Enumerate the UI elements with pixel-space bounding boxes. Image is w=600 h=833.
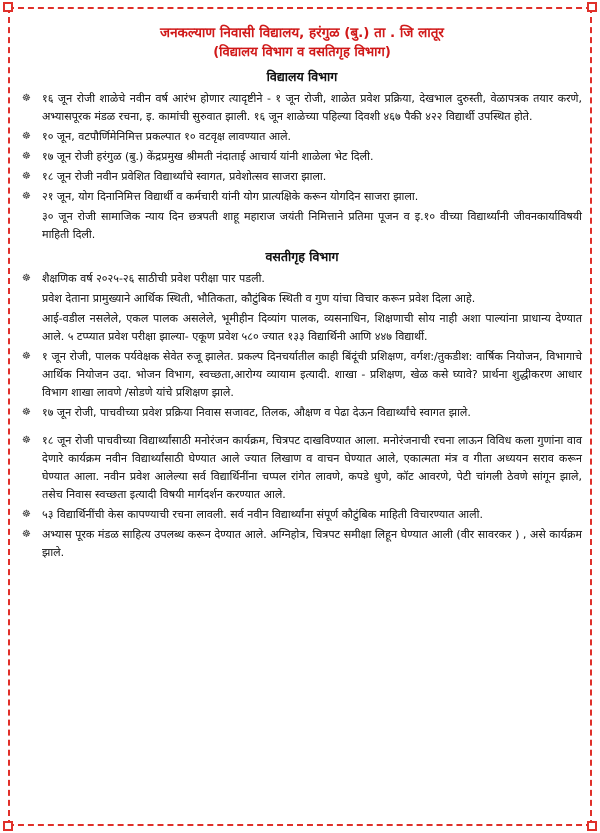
corner-ornament [587,2,597,12]
list-item [22,208,582,244]
list-item [22,148,582,166]
list-item-text: १८ जून रोजी पाचवीच्या विद्यार्थ्यांसाठी मनोरंजन कार्यक्रम, चित्रपट दाखविण्यात आला. मनोरंजनाची रचना लाऊन विविध कला गुणांना वाव देणारे कार्यक्रम नवीन विद्यार्थ्यांसाठी घेण्यात आले ज्यात लिखाण व वाचन घेण्यात आले, एकात्मता मंत्र व गीता अध्ययन सराव करून घेण्यात आला. नवीन प्रवेश आलेल्या सर्व विद्यार्थिनींना चप्पल रांगेत लावणे, कपडे धुणे, कॉट आवरणे, पेटी चांगली ठेवणे सांगून झाले, तसेच निवास स्वच्छता इत्यादी विषयी मार्गदर्शन करण्यात आले. [42,434,582,501]
list-item-text: १८ जून रोजी नवीन प्रवेशित विद्यार्थ्यांचे स्वागत, प्रवेशोत्सव साजरा झाला. [42,170,327,183]
list-item [22,128,582,146]
wheel-bullet-icon: ☸ [22,93,31,104]
list-item-text: १० जून, वटपौर्णिमेनिमित्त प्रकल्पात १० वटवृक्ष लावण्यात आले. [42,130,292,143]
wheel-bullet-icon: ☸ [22,131,31,142]
list-item [22,270,582,288]
list-item [22,404,582,422]
page-title: जनकल्याण निवासी विद्यालय, हरंगुळ (बु.) ता . जि लातूर [160,25,444,41]
list-item-text: शैक्षणिक वर्ष २०२५-२६ साठीची प्रवेश परीक्षा पार पडली. [42,272,265,285]
corner-ornament [3,2,13,12]
page-subtitle: (विद्यालय विभाग व वसतिगृह विभाग) [213,45,391,60]
list-item [22,506,582,524]
list-item [22,432,582,504]
wheel-bullet-icon: ☸ [22,351,31,362]
wheel-bullet-icon: ☸ [22,529,31,540]
list-item-text: १ जून रोजी, पालक पर्यवेक्षक सेवेत रुजू झालेत. प्रकल्प दिनचर्यातील काही बिंदूंची प्रशिक्षण, वर्गश:/तुकडीश: वार्षिक नियोजन, विभागाचे आर्थिक नियोजन उदा. भोजन विभाग, स्वच्छता,आरोग्य व्यायाम इत्यादी. शाखा - प्रशिक्षण, खेळ कसे घ्यावे? प्रार्थना शुद्धीकरण आधार विभाग शाखा लावणे /सोडणे यांचे प्रशिक्षण झाले. [42,350,582,399]
list-item [22,188,582,206]
list-item-text: अभ्यास पूरक मंडळ साहित्य उपलब्ध करून देण्यात आले. अग्निहोत्र, चित्रपट समीक्षा लिहून घेण्यात आली (वीर सावरकर ) , असे कार्यक्रम झाले. [42,528,582,559]
wheel-bullet-icon: ☸ [22,435,31,446]
list-item [22,310,582,346]
wheel-bullet-icon: ☸ [22,171,31,182]
wheel-bullet-icon: ☸ [22,151,31,162]
hostel-section-heading: वसतीगृह विभाग [265,249,339,264]
list-item-text: ५३ विद्यार्थिनींची केस कापण्याची रचना लावली. सर्व नवीन विद्यार्थ्यांना संपूर्ण कौटुंबिक माहिती विचारण्यात आली. [42,508,483,521]
list-item-text: १७ जून रोजी हरंगुळ (बु.) केंद्रप्रमुख श्रीमती नंदाताई आचार्य यांनी शाळेला भेट दिली. [42,150,374,163]
list-item [22,290,582,308]
school-section-list [22,90,582,244]
school-section-heading: विद्यालय विभाग [266,69,338,84]
wheel-bullet-icon: ☸ [22,509,31,520]
corner-ornament [3,821,13,831]
list-item [22,168,582,186]
list-item-text: ३० जून रोजी सामाजिक न्याय दिन छत्रपती शाहू महाराज जयंती निमित्ताने प्रतिमा पूजन व इ.१० वीच्या विद्यार्थ्यांनी जीवनकार्याविषयी माहिती दिली. [42,210,582,241]
wheel-bullet-icon: ☸ [22,191,31,202]
document-body [22,24,582,564]
list-item-text: १६ जून रोजी शाळेचे नवीन वर्ष आरंभ होणार त्यादृष्टीने - १ जून रोजी, शाळेत प्रवेश प्रक्रिया, देखभाल दुरुस्ती, वेळापत्रक तयार करणे, अभ्यासपूरक मंडळ रचना, इ. कामांची सुरुवात झाली. १६ जून शाळेच्या पहिल्या दिवशी ४६७ पैकी ४२२ विद्यार्थी उपस्थित होते. [42,92,582,123]
list-item-text: आई-वडील नसलेले, एकल पालक असलेले, भूमीहीन दिव्यांग पालक, व्यसनाधिन, शिक्षणाची सोय नाही अशा पाल्यांना प्राधान्य देण्यात आले. ५ टप्प्यात प्रवेश परीक्षा झाल्या- एकूण प्रवेश ५८० ज्यात १३३ विद्यार्थिनी आणि ४४७ विद्यार्थी. [42,312,582,343]
list-item [22,526,582,562]
corner-ornament [587,821,597,831]
list-item [22,348,582,402]
list-item-text: १७ जून रोजी, पाचवीच्या प्रवेश प्रक्रिया निवास सजावट, तिलक, औक्षण व पेढा देऊन विद्यार्थ्यांचे स्वागत झाले. [42,406,471,419]
wheel-bullet-icon: ☸ [22,407,31,418]
hostel-section-list [22,270,582,562]
list-item-text: प्रवेश देताना प्रामुख्याने आर्थिक स्थिती, भौतिकता, कौटुंबिक स्थिती व गुण यांचा विचार करून प्रवेश दिला आहे. [42,292,476,305]
list-item-text: २१ जून, योग दिनानिमित्त विद्यार्थी व कर्मचारी यांनी योग प्रात्यक्षिके करून योगदिन साजरा झाला. [42,190,419,203]
wheel-bullet-icon: ☸ [22,273,31,284]
list-item [22,90,582,126]
